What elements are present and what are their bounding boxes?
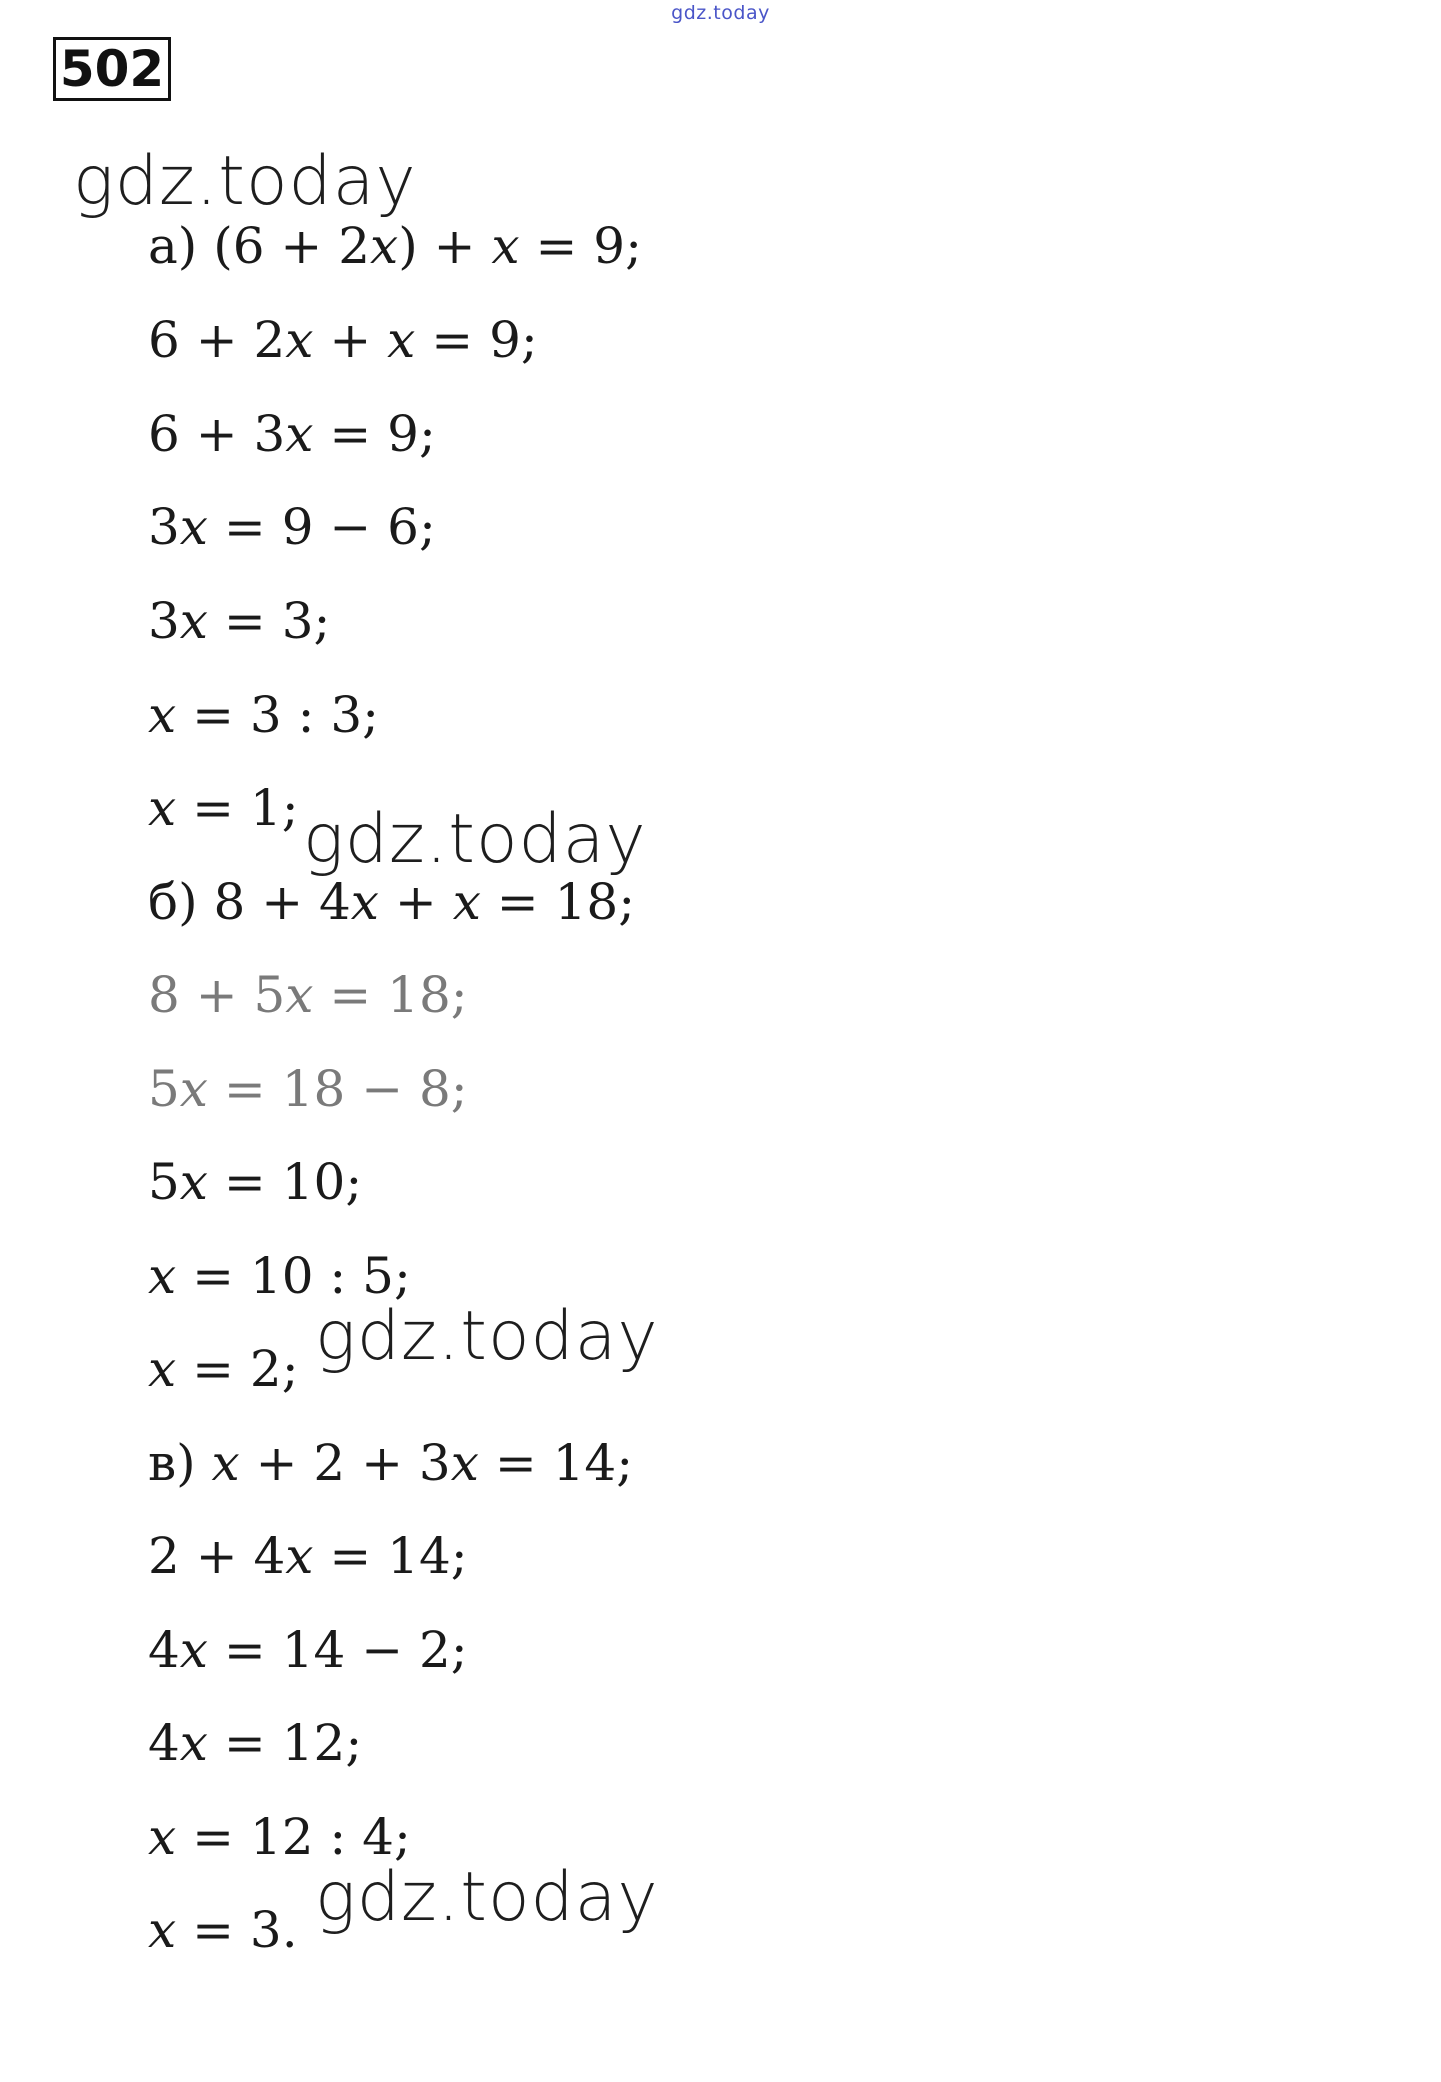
equation-line: 𝑥 = 10 : 5; (148, 1247, 411, 1305)
equation-line: 3𝑥 = 9 − 6; (148, 498, 436, 556)
site-mark: gdz.today (671, 2, 770, 24)
watermark: gdz.today (315, 1858, 659, 1937)
equation-line: 2 + 4𝑥 = 14; (148, 1527, 468, 1585)
watermark: gdz.today (73, 142, 417, 221)
equation-line: в) 𝑥 + 2 + 3𝑥 = 14; (148, 1434, 634, 1492)
equation-line: 𝑥 = 12 : 4; (148, 1808, 411, 1866)
equation-line: 4𝑥 = 14 − 2; (148, 1621, 468, 1679)
equation-line: 3𝑥 = 3; (148, 592, 331, 650)
equation-line: 8 + 5𝑥 = 18; (148, 966, 468, 1024)
equation-line: 𝑥 = 1; (148, 779, 299, 837)
watermark: gdz.today (303, 800, 647, 879)
equation-line: 𝑥 = 2; (148, 1340, 299, 1398)
equation-line: 5𝑥 = 10; (148, 1153, 363, 1211)
equation-line: а) (6 + 2𝑥) + 𝑥 = 9; (148, 217, 642, 275)
watermark: gdz.today (315, 1297, 659, 1376)
equation-line: 5𝑥 = 18 − 8; (148, 1060, 468, 1118)
equation-line: 6 + 3𝑥 = 9; (148, 405, 436, 463)
task-number-box: 502 (53, 37, 171, 101)
equation-line: 𝑥 = 3 : 3; (148, 686, 379, 744)
equation-line: 6 + 2𝑥 + 𝑥 = 9; (148, 311, 538, 369)
equation-line: б) 8 + 4𝑥 + 𝑥 = 18; (148, 873, 636, 931)
equation-line: 4𝑥 = 12; (148, 1714, 363, 1772)
equation-line: 𝑥 = 3. (148, 1901, 298, 1959)
